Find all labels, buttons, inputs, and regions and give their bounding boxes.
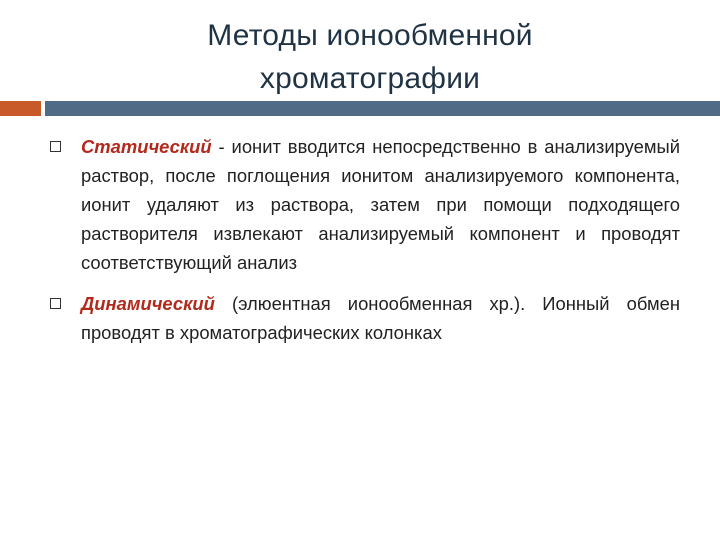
term-dynamic: Динамический [81, 293, 215, 314]
title-line-2: хроматографии [259, 62, 481, 95]
bullet-text-static: - ионит вводится непосредственно в анализируемый раствор, после поглощения ионитом анализируемого компонента, ионит удаляют из раствора, затем при помощи подходящего растворителя извлекают анализируемый компонент и проводят соответствующий анализ [81, 136, 680, 273]
bullet-static-method [50, 132, 680, 277]
slide-title [120, 14, 620, 100]
accent-bar [0, 101, 41, 116]
title-line-1: Методы ионообменной [207, 19, 533, 52]
bullet-dynamic-method [50, 289, 680, 347]
term-static: Статический [81, 136, 212, 157]
bullet-text-dynamic: (элюентная ионообменная хр.). Ионный обмен проводят в хроматографических колонках [81, 293, 680, 343]
bullet-list [50, 132, 680, 359]
square-bullet-icon [50, 141, 61, 152]
title-divider-bar [45, 101, 720, 116]
square-bullet-icon [50, 298, 61, 309]
